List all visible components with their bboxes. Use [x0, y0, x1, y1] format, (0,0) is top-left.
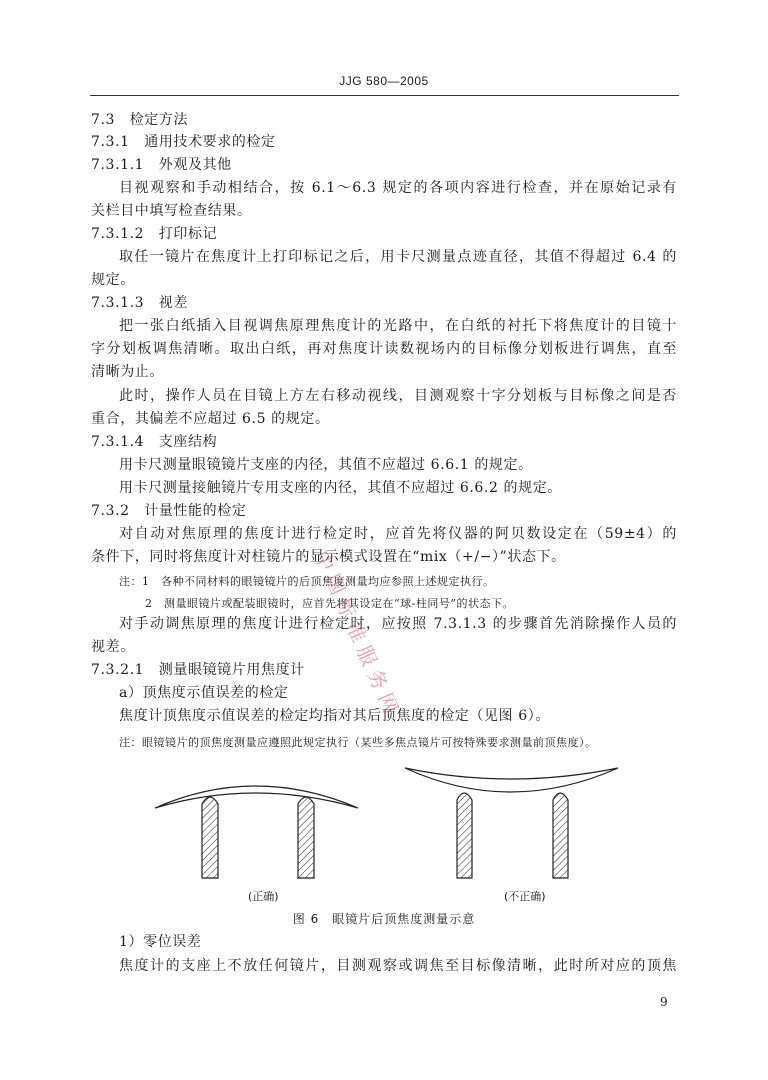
paragraph-line: 规定。 — [91, 272, 135, 288]
paragraph-line: 重合，其偏差不应超过 6.5 的规定。 — [91, 411, 330, 427]
paragraph-line: 目视观察和手动相结合，按 6.1～6.3 规定的各项内容进行检查，并在原始记录有 — [119, 180, 677, 196]
support-pin-right — [298, 797, 314, 878]
paragraph-line: 关栏目中填写检查结果。 — [91, 203, 252, 219]
incorrect-placement-drawing — [405, 768, 618, 878]
paragraph-line: 把一张白纸插入目视调焦原理焦度计的光路中，在白纸的衬托下将焦度计的目镜十 — [119, 318, 677, 334]
note-line: 注：1 各种不同材料的眼镜镜片的后顶焦度测量均应参照上述规定执行。 — [119, 575, 495, 588]
section-heading: 7.3.2.1 测量眼镜镜片用焦度计 — [91, 662, 305, 678]
paragraph-line: 用卡尺测量眼镜镜片支座的内径，其值不应超过 6.6.1 的规定。 — [119, 457, 533, 473]
paragraph-line: 对自动对焦原理的焦度计进行检定时，应首先将仪器的阿贝数设定在（59±4）的 — [119, 526, 677, 542]
paragraph-line: 字分划板调焦清晰。取出白纸，再对焦度计读数视场内的目标像分划板进行调焦，直至 — [91, 341, 677, 357]
watermark: 中国标准服务网 — [309, 546, 406, 723]
paragraph-line: 用卡尺测量接触镜片专用支座的内径，其值不应超过 6.6.2 的规定。 — [119, 480, 562, 496]
lens-shape — [155, 786, 358, 808]
header-rule — [90, 95, 679, 96]
list-item-heading: 1）零位误差 — [119, 934, 202, 950]
page-header: JJG 580—2005 — [339, 74, 429, 88]
paragraph-line: 清晰为止。 — [91, 364, 164, 380]
support-pin-left — [202, 797, 218, 878]
paragraph-line: 条件下，同时将焦度计对柱镜片的显示模式设置在“mix（+/−）”状态下。 — [91, 549, 566, 565]
figure-caption: 图 6 眼镜片后顶焦度测量示意 — [292, 912, 476, 926]
section-heading: 7.3.1.3 视差 — [91, 295, 188, 311]
paragraph-line: 取任一镜片在焦度计上打印标记之后，用卡尺测量点迹直径，其值不得超过 6.4 的 — [119, 249, 677, 265]
note-line: 注：眼镜镜片的顶焦度测量应遵照此规定执行（某些多焦点镜片可按特殊要求测量前顶焦度）。 — [119, 736, 597, 749]
paragraph-line: 对手动调焦原理的焦度计进行检定时，应按照 7.3.1.3 的步骤首先消除操作人员的 — [119, 616, 677, 632]
correct-placement-drawing — [155, 786, 358, 878]
label-correct: (正确) — [248, 890, 279, 903]
label-incorrect: (不正确) — [504, 890, 546, 903]
support-pin-right — [553, 793, 568, 878]
section-heading: 7.3 检定方法 — [91, 112, 189, 128]
figure-6-diagram — [140, 760, 660, 910]
section-heading: 7.3.1.4 支座结构 — [91, 434, 218, 450]
list-item-heading: a）顶焦度示值误差的检定 — [119, 685, 289, 701]
section-heading: 7.3.1 通用技术要求的检定 — [91, 134, 276, 150]
lens-shape — [405, 768, 618, 792]
section-heading: 7.3.2 计量性能的检定 — [91, 503, 247, 519]
support-pin-left — [457, 793, 472, 878]
paragraph-line: 焦度计顶焦度示值误差的检定均指对其后顶焦度的检定（见图 6）。 — [119, 708, 550, 724]
section-heading: 7.3.1.1 外观及其他 — [91, 157, 232, 173]
lens-measurement-illustration — [140, 760, 660, 910]
section-heading: 7.3.1.2 打印标记 — [91, 226, 218, 242]
paragraph-line: 此时，操作人员在目镜上方左右移动视线，目测观察十字分划板与目标像之间是否 — [119, 388, 677, 404]
paragraph-line: 视差。 — [91, 639, 135, 655]
page-number: 9 — [660, 995, 668, 1009]
paragraph-line: 焦度计的支座上不放任何镜片，目测观察或调焦至目标像清晰，此时所对应的顶焦 — [119, 958, 677, 974]
note-line: 2 测量眼镜片或配装眼镜时，应首先将其设定在“球-柱同号”的状态下。 — [145, 597, 514, 610]
